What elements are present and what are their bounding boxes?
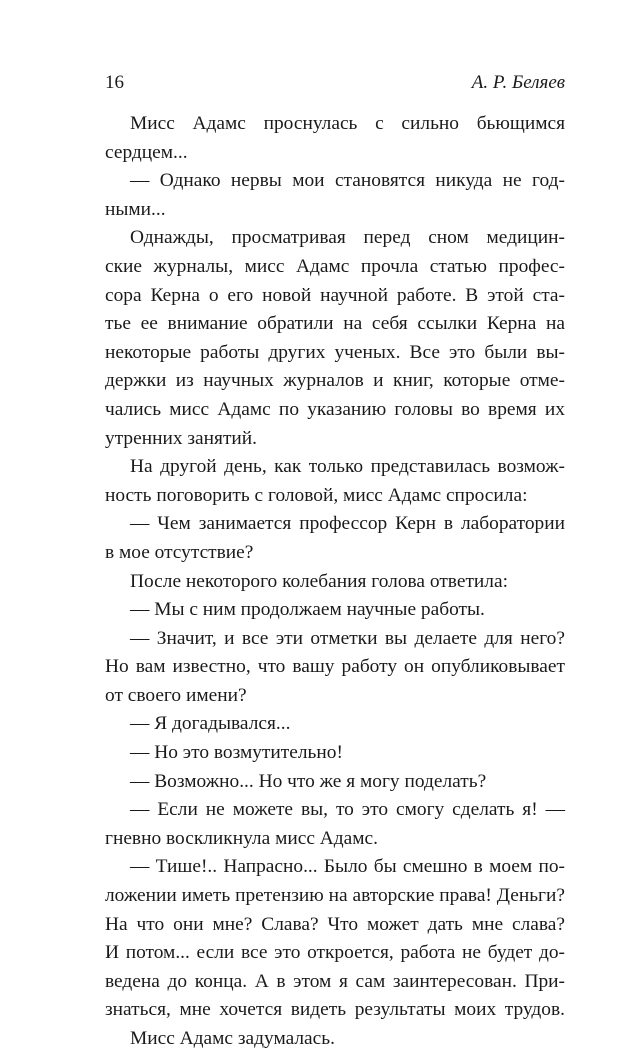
text-line: — Если не можете вы, то это смогу сделать я! — <box>130 799 565 821</box>
text-line: сора Керна о его новой научной работе. В этой ста- <box>105 284 565 306</box>
text-line: утренних занятий. <box>105 427 258 449</box>
text-line: ские журналы, мисс Адамс прочла статью профес- <box>105 255 565 277</box>
text-line: — Чем занимается профессор Керн в лаборатории <box>130 513 565 535</box>
text-line: гневно воскликнула мисс Адамс. <box>105 827 378 849</box>
text-line: тье ее внимание обратили на себя ссылки Керна на <box>105 313 565 335</box>
running-title: А. Р. Беляев <box>471 72 565 93</box>
text-line: чались мисс Адамс по указанию головы во время их <box>105 398 565 420</box>
text-line: ведена до конца. А в этом я сам заинтересован. При- <box>105 970 565 992</box>
text-line: Мисс Адамс проснулась с сильно бьющимся <box>130 113 565 134</box>
text-line: знаться, мне хочется видеть результаты моих трудов. <box>105 999 565 1021</box>
text-line: На другой день, как только представилась возмож- <box>130 456 565 478</box>
text-line: ными... <box>105 198 166 220</box>
text-line: ность поговорить с головой, мисс Адамс спросила: <box>105 484 528 506</box>
text-line: На что они мне? Слава? Что может дать мне слава? <box>105 913 565 935</box>
text-line: — Однако нервы мои становятся никуда не год- <box>130 170 565 192</box>
text-line: И потом... если все это откроется, работа не будет до- <box>105 942 565 964</box>
text-line: — Мы с ним продолжаем научные работы. <box>130 599 485 621</box>
text-line: сердцем... <box>105 141 188 163</box>
body-text <box>105 110 565 1054</box>
text-line: Однажды, просматривая перед сном медицин- <box>130 227 565 249</box>
text-line: — Значит, и все эти отметки вы делаете для него? <box>130 627 565 649</box>
text-line: — Но это возмутительно! <box>130 742 343 764</box>
text-line: Мисс Адамс задумалась. <box>130 1028 335 1049</box>
page-header <box>105 72 565 96</box>
text-line: держки из научных журналов и книг, которые отме- <box>105 370 565 392</box>
page-number: 16 <box>105 72 124 93</box>
text-line: ложении иметь претензию на авторские права! Деньги? <box>105 885 565 907</box>
text-line: в мое отсутствие? <box>105 541 254 563</box>
text-line: — Возможно... Но что же я могу поделать? <box>130 770 487 792</box>
text-line: Но вам известно, что вашу работу он опубликовывает <box>105 656 565 678</box>
text-line: от своего имени? <box>105 684 247 706</box>
text-line: После некоторого колебания голова ответила: <box>130 570 508 592</box>
text-line: — Я догадывался... <box>130 713 291 735</box>
text-line: — Тише!.. Напрасно... Было бы смешно в моем по- <box>130 856 565 878</box>
text-line: некоторые работы других ученых. Все это были вы- <box>105 341 565 363</box>
